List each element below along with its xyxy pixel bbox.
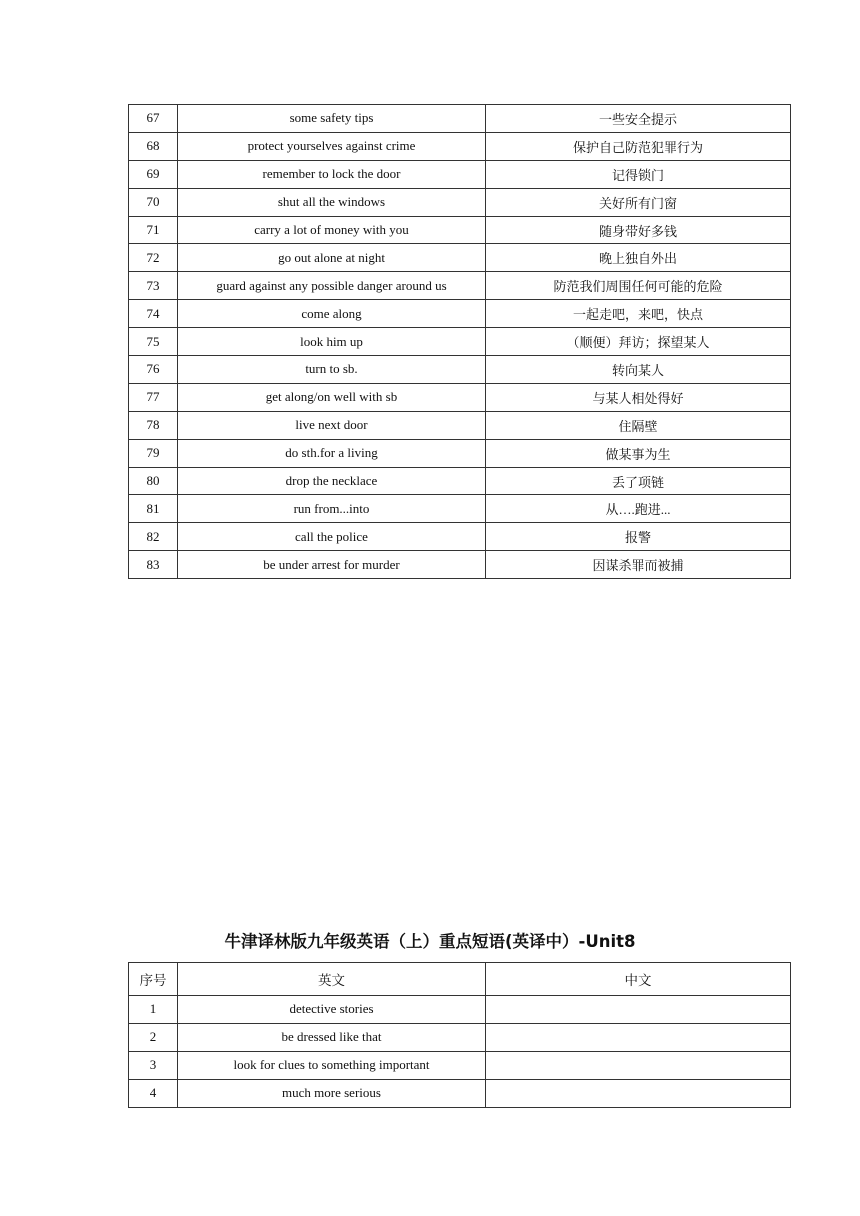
chinese-translation: 做某事为生 xyxy=(486,439,791,467)
header-chinese: 中文 xyxy=(486,963,791,996)
english-phrase: look for clues to something important xyxy=(178,1051,486,1079)
chinese-translation: （顺便）拜访；探望某人 xyxy=(486,328,791,356)
chinese-translation: 报警 xyxy=(486,523,791,551)
chinese-translation: 记得锁门 xyxy=(486,160,791,188)
header-number: 序号 xyxy=(129,963,178,996)
chinese-translation: 保护自己防范犯罪行为 xyxy=(486,132,791,160)
table-row xyxy=(129,328,791,356)
chinese-translation: 一些安全提示 xyxy=(486,105,791,133)
english-phrase: come along xyxy=(178,300,486,328)
chinese-translation xyxy=(486,996,791,1024)
table-row xyxy=(129,383,791,411)
english-phrase: run from...into xyxy=(178,495,486,523)
english-phrase: detective stories xyxy=(178,996,486,1024)
chinese-translation: 关好所有门窗 xyxy=(486,188,791,216)
english-phrase: protect yourselves against crime xyxy=(178,132,486,160)
table-row xyxy=(129,356,791,384)
table-header-row xyxy=(129,963,791,996)
table-row xyxy=(129,132,791,160)
english-phrase: be dressed like that xyxy=(178,1023,486,1051)
row-number: 1 xyxy=(129,996,178,1024)
english-phrase: call the police xyxy=(178,523,486,551)
english-phrase: carry a lot of money with you xyxy=(178,216,486,244)
chinese-translation: 住隔壁 xyxy=(486,411,791,439)
row-number: 77 xyxy=(129,383,178,411)
table-row xyxy=(129,551,791,579)
english-phrase: look him up xyxy=(178,328,486,356)
table-row xyxy=(129,1079,791,1107)
phrase-table-unit7 xyxy=(128,104,791,579)
chinese-translation: 因谋杀罪而被捕 xyxy=(486,551,791,579)
row-number: 76 xyxy=(129,356,178,384)
chinese-translation: 从….跑进... xyxy=(486,495,791,523)
chinese-translation: 与某人相处得好 xyxy=(486,383,791,411)
row-number: 75 xyxy=(129,328,178,356)
table-row xyxy=(129,495,791,523)
section-title: 牛津译林版九年级英语（上）重点短语(英译中）-Unit8 xyxy=(224,932,636,951)
chinese-translation: 丢了项链 xyxy=(486,467,791,495)
english-phrase: remember to lock the door xyxy=(178,160,486,188)
english-phrase: get along/on well with sb xyxy=(178,383,486,411)
chinese-translation xyxy=(486,1051,791,1079)
row-number: 81 xyxy=(129,495,178,523)
row-number: 67 xyxy=(129,105,178,133)
table-row xyxy=(129,523,791,551)
english-phrase: do sth.for a living xyxy=(178,439,486,467)
row-number: 4 xyxy=(129,1079,178,1107)
chinese-translation: 防范我们周围任何可能的危险 xyxy=(486,272,791,300)
chinese-translation: 一起走吧，来吧，快点 xyxy=(486,300,791,328)
english-phrase: guard against any possible danger around us xyxy=(178,272,486,300)
table-row xyxy=(129,300,791,328)
row-number: 68 xyxy=(129,132,178,160)
table-row xyxy=(129,1051,791,1079)
chinese-translation: 晚上独自外出 xyxy=(486,244,791,272)
row-number: 3 xyxy=(129,1051,178,1079)
chinese-translation xyxy=(486,1079,791,1107)
english-phrase: much more serious xyxy=(178,1079,486,1107)
english-phrase: shut all the windows xyxy=(178,188,486,216)
row-number: 83 xyxy=(129,551,178,579)
row-number: 74 xyxy=(129,300,178,328)
table-row xyxy=(129,244,791,272)
row-number: 71 xyxy=(129,216,178,244)
table-row xyxy=(129,105,791,133)
table-row xyxy=(129,467,791,495)
chinese-translation: 转向某人 xyxy=(486,356,791,384)
row-number: 73 xyxy=(129,272,178,300)
table-row xyxy=(129,188,791,216)
row-number: 79 xyxy=(129,439,178,467)
chinese-translation: 随身带好多钱 xyxy=(486,216,791,244)
english-phrase: go out alone at night xyxy=(178,244,486,272)
table-row xyxy=(129,272,791,300)
table-row xyxy=(129,996,791,1024)
english-phrase: some safety tips xyxy=(178,105,486,133)
row-number: 2 xyxy=(129,1023,178,1051)
row-number: 70 xyxy=(129,188,178,216)
english-phrase: live next door xyxy=(178,411,486,439)
row-number: 80 xyxy=(129,467,178,495)
table-row xyxy=(129,411,791,439)
row-number: 72 xyxy=(129,244,178,272)
phrase-table-unit8 xyxy=(128,962,791,1108)
table-row xyxy=(129,216,791,244)
english-phrase: be under arrest for murder xyxy=(178,551,486,579)
row-number: 69 xyxy=(129,160,178,188)
header-english: 英文 xyxy=(178,963,486,996)
chinese-translation xyxy=(486,1023,791,1051)
english-phrase: drop the necklace xyxy=(178,467,486,495)
table-row xyxy=(129,160,791,188)
english-phrase: turn to sb. xyxy=(178,356,486,384)
table-row xyxy=(129,1023,791,1051)
row-number: 78 xyxy=(129,411,178,439)
row-number: 82 xyxy=(129,523,178,551)
table-row xyxy=(129,439,791,467)
